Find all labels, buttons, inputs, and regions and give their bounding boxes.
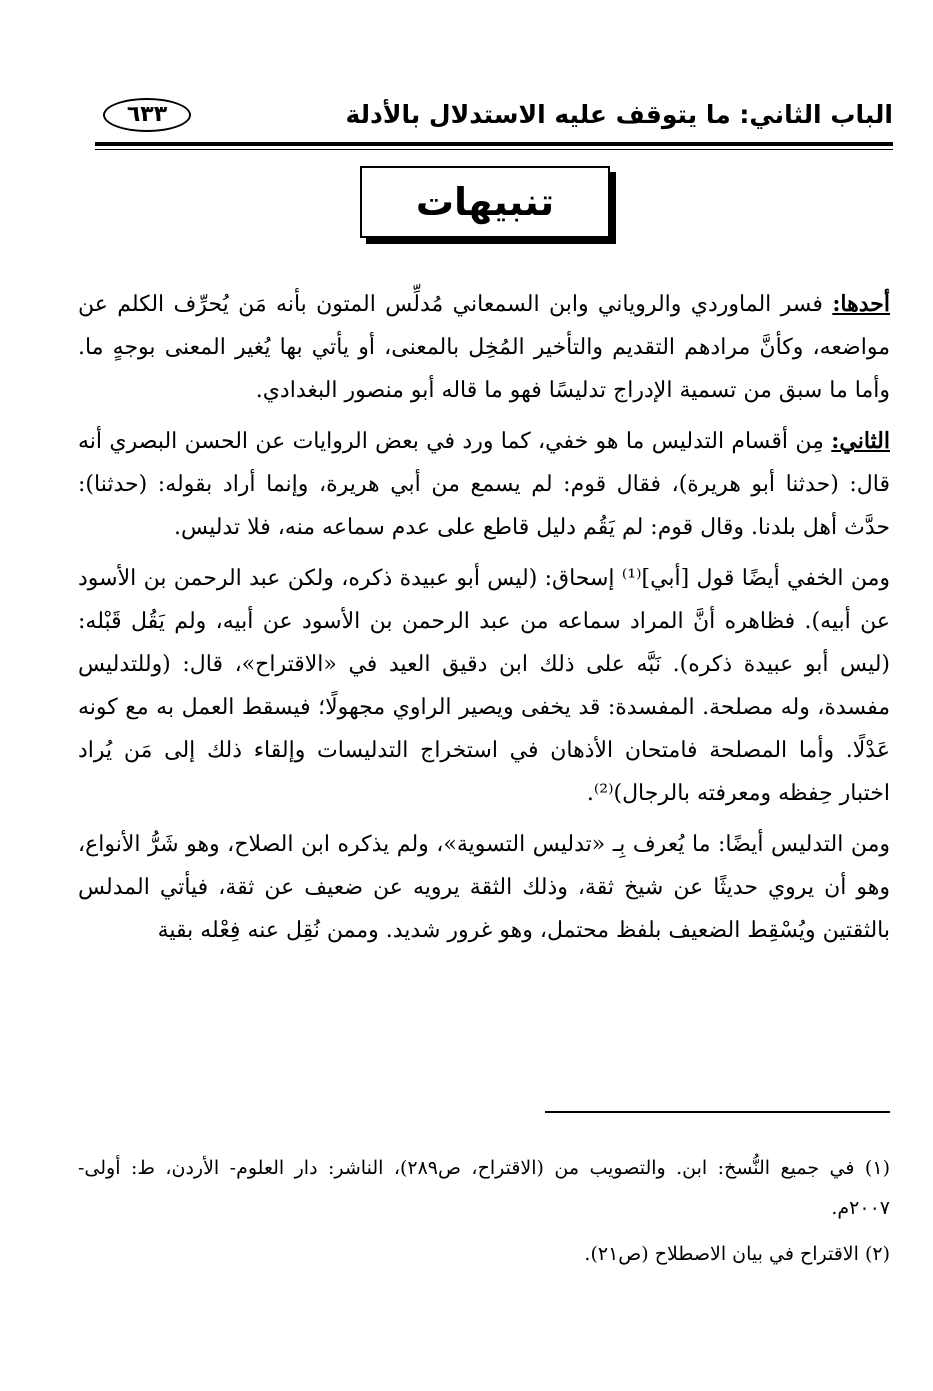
body-text [78, 283, 890, 960]
running-header [95, 92, 893, 144]
footnote: (١) في جميع النُّسخ: ابن. والتصويب من (الاقتراح، ص٢٨٩)، الناشر: دار العلوم- الأردن، ط: أولى- ٢٠٠٧م. [78, 1157, 890, 1219]
paragraph-text: مِن أقسام التدليس ما هو خفي، كما ورد في بعض الروايات عن الحسن البصري أنه قال: (حدثنا أبو هريرة)، فقال قوم: لم يسمع من أبي هريرة، وإنما أراد بقوله: (حدثنا): حدَّث أهل بلدنا. وقال قوم: لم يَقُم دليل قاطع على عدم سماعه منه، فلا تدليس. [78, 429, 890, 540]
page-number: ٦٣٣ [103, 98, 191, 132]
paragraph-text: فسر الماوردي والروياني وابن السمعاني مُدلِّس المتون بأنه مَن يُحرِّف الكلم عن مواضعه، وكأنَّ مرادهم التقديم والتأخير المُخِل بالمعنى، أو يأتي بها يُغير المعنى بوجهٍ ما. وأما ما سبق من تسمية الإدراج تدليسًا فهو ما قاله أبو منصور البغدادي. [78, 292, 890, 403]
chapter-title: الباب الثاني: ما يتوقف عليه الاستدلال بالأدلة [345, 100, 893, 129]
section-title: تنبيهات [360, 166, 610, 238]
paragraph [78, 283, 890, 412]
paragraph [78, 557, 890, 815]
paragraph [78, 823, 890, 952]
paragraph-text: ومن التدليس أيضًا: ما يُعرف بِـ «تدليس التسوية»، ولم يذكره ابن الصلاح، وهو شَرُّ الأنواع، وهو أن يروي حديثًا عن شيخ ثقة، وذلك الثقة يرويه عن ضعيف عن ثقة، فيأتي المدلس بالثقتين ويُسْقِط الضعيف بلفظ محتمل، وهو غرور شديد. وممن نُقِل عنه فِعْله بقية [78, 832, 890, 943]
footnote-separator [545, 1111, 890, 1113]
paragraph-text: ومن الخفي أيضًا قول [أبي]⁽¹⁾ إسحاق: (ليس أبو عبيدة ذكره، ولكن عبد الرحمن بن الأسود عن أبيه). فظاهره أنَّ المراد سماعه من عبد الرحمن بن الأسود عن أبيه، ولم يَقُل قَبْله: (ليس أبو عبيدة ذكره). نَبَّه على ذلك ابن دقيق العيد في «الاقتراح»، قال: (وللتدليس مفسدة، وله مصلحة. المفسدة: قد يخفى ويصير الراوي مجهولًا؛ فيسقط العمل به مع كونه عَدْلًا. وأما المصلحة فامتحان الأذهان في استخراج التدليسات وإلقاء ذلك إلى مَن يُراد اختبار حِفظه ومعرفته بالرجال)⁽²⁾. [78, 566, 890, 806]
header-rule-thick [95, 142, 893, 146]
paragraph-lead: الثاني: [831, 428, 890, 454]
header-rule-thin [95, 149, 893, 150]
footnotes [78, 1148, 890, 1280]
footnote: (٢) الاقتراح في بيان الاصطلاح (ص٢١). [584, 1243, 890, 1265]
paragraph-lead: أحدها: [832, 291, 890, 317]
paragraph [78, 420, 890, 549]
